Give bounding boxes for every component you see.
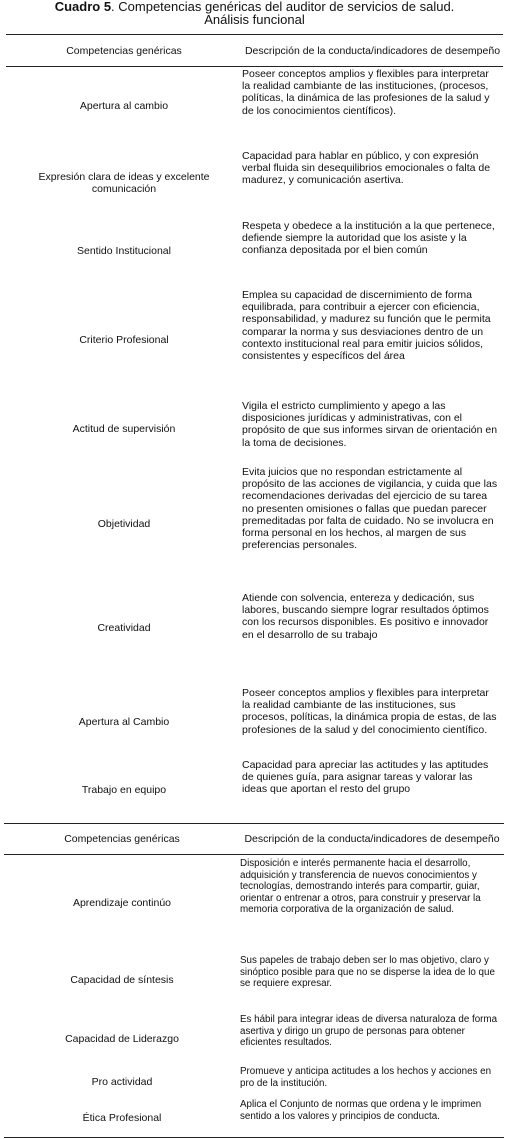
competency-name: Criterio Profesional [79,334,169,347]
competency-name: Apertura al cambio [79,100,169,113]
table-row [6,592,503,664]
competency-name: Ética Profesional [82,1111,162,1124]
competency-description: Capacidad para hablar en público, y con expresión verbal fluida sin desequilibrios emocionales o falta de madurez, y comunicación asertiva. [242,150,491,187]
competency-name: Actitud de supervisión [72,423,176,436]
table1-header-col2: Descripción de la conducta/indicadores de desempeño [244,45,501,57]
competency-description: Vigila el estricto cumplimiento y apego a las disposiciones jurídicas y administrativas, con el propósito de que sus informes sirvan de orientación en la toma de decisiones. [242,400,498,449]
table-row [6,759,503,821]
table-row [4,1014,504,1064]
competency-description: Es hábil para integrar ideas de diversa naturaloza de forma asertiva y dirigo un grupo de personas para obtener eficientes resultados. [240,1014,498,1049]
competency-description: Sus papeles de trabajo deben ser lo mas objetivo, claro y sinóptico posible para que no se disperse la idea de lo que se requiere expresar. [240,955,495,990]
competency-name: Pro actividad [91,1075,153,1088]
table-caption [0,0,509,26]
competency-name: Sentido Institucional [77,244,171,257]
table-row [6,68,503,145]
table-row [6,220,503,282]
table1-top-rule [6,34,503,35]
competency-description: Evita juicios que no respondan estrictamente al propósito de las acciones de vigilancia, y cuida que las recomendaciones derivadas del ejercicio de su tarea no presenten omisiones o fallas que puedan parecer premeditadas por falta de cuidado. No se involucra en forma personal en los hechos, al margen de sus preferencias personales. [242,466,498,552]
table2-bottom-rule [4,1137,504,1138]
table1-header-rule [6,66,503,67]
competency-description: Poseer conceptos amplios y flexibles para interpretar la realidad cambiante de las instituciones, (procesos, políticas, la dinámica de las profesiones de la salud y de los conocimientos científicos). [242,68,490,117]
caption-subtitle: Análisis funcional [204,12,305,27]
competency-description: Respeta y obedece a la institución a la que pertenece, defiende siempre la autoridad que los asiste y la confianza depositada por el bien común [242,220,495,257]
competency-description: Disposición e interés permanente hacia el desarrollo, adquisición y transferencia de nuevos conocimientos y tecnologías, demostrando interés para compartir, guiar, orientar o entrenar a otros, para construir y preservar la memoria corporativa de la organización de salud. [240,858,481,916]
table1-header-col1: Competencias genéricas [66,45,182,57]
competency-name: Trabajo en equipo [81,783,167,796]
table-row [6,687,503,757]
table-row [6,466,503,582]
competency-name: Capacidad de Liderazgo [65,1032,179,1045]
competency-description: Atiende con solvencia, entereza y dedicación, sus labores, buscando siempre lograr resultados óptimos con los recursos disponibles. Es positivo e innovador en el desarrollo de su trabajo [242,592,489,641]
competency-description: Poseer conceptos amplios y flexibles para interpretar la realidad cambiante de las instituciones, sus procesos, políticas, la dinámica propia de estas, de las profesiones de la salud y del conocimiento científico. [242,687,497,736]
table-row [6,400,503,459]
competency-name: Apertura al Cambio [78,715,170,728]
competency-description: Capacidad para apreciar las actitudes y las aptitudes de quienes guía, para asignar tareas y valorar las ideas que aportan el resto del grupo [242,759,489,796]
table2-header-col1: Competencias genéricas [64,833,180,845]
table-row [4,955,504,1005]
table-row [4,1099,504,1137]
competency-name: Creatividad [97,621,151,634]
competency-name: Expresión clara de ideas y excelente comunicación [38,170,210,195]
competency-name: Aprendizaje continúo [72,896,172,909]
table-row [4,858,504,948]
table-row [4,1066,504,1098]
table2-top-rule [4,823,504,824]
caption-label: Cuadro 5 [54,0,112,14]
competency-description: Promueve y anticipa actitudes a los hechos y acciones en pro de la institución. [240,1066,492,1089]
competency-name: Objetividad [97,517,151,530]
caption-text: . Competencias genéricas del auditor de servicios de salud. [111,0,455,14]
competency-name: Capacidad de síntesis [70,973,174,986]
competency-description: Aplica el Conjunto de normas que ordena y le imprimen sentido a los valores y principios de conducta. [240,1099,482,1122]
table-row [6,289,503,392]
table2-header-rule [4,854,504,855]
table1-header [6,37,503,65]
competency-description: Emplea su capacidad de discernimiento de forma equilibrada, para contribuir a ejercer con eficiencia, responsabilidad, y madurez su función que le permita comparar la norma y sus desviaciones dentro de un contexto institucional real para emitir juicios sólidos, consistentes y específicos del área [242,289,491,363]
table2-header-col2: Descripción de la conducta/indicadores de desempeño [244,833,500,845]
table2-header [4,826,504,852]
table-row [6,150,503,216]
